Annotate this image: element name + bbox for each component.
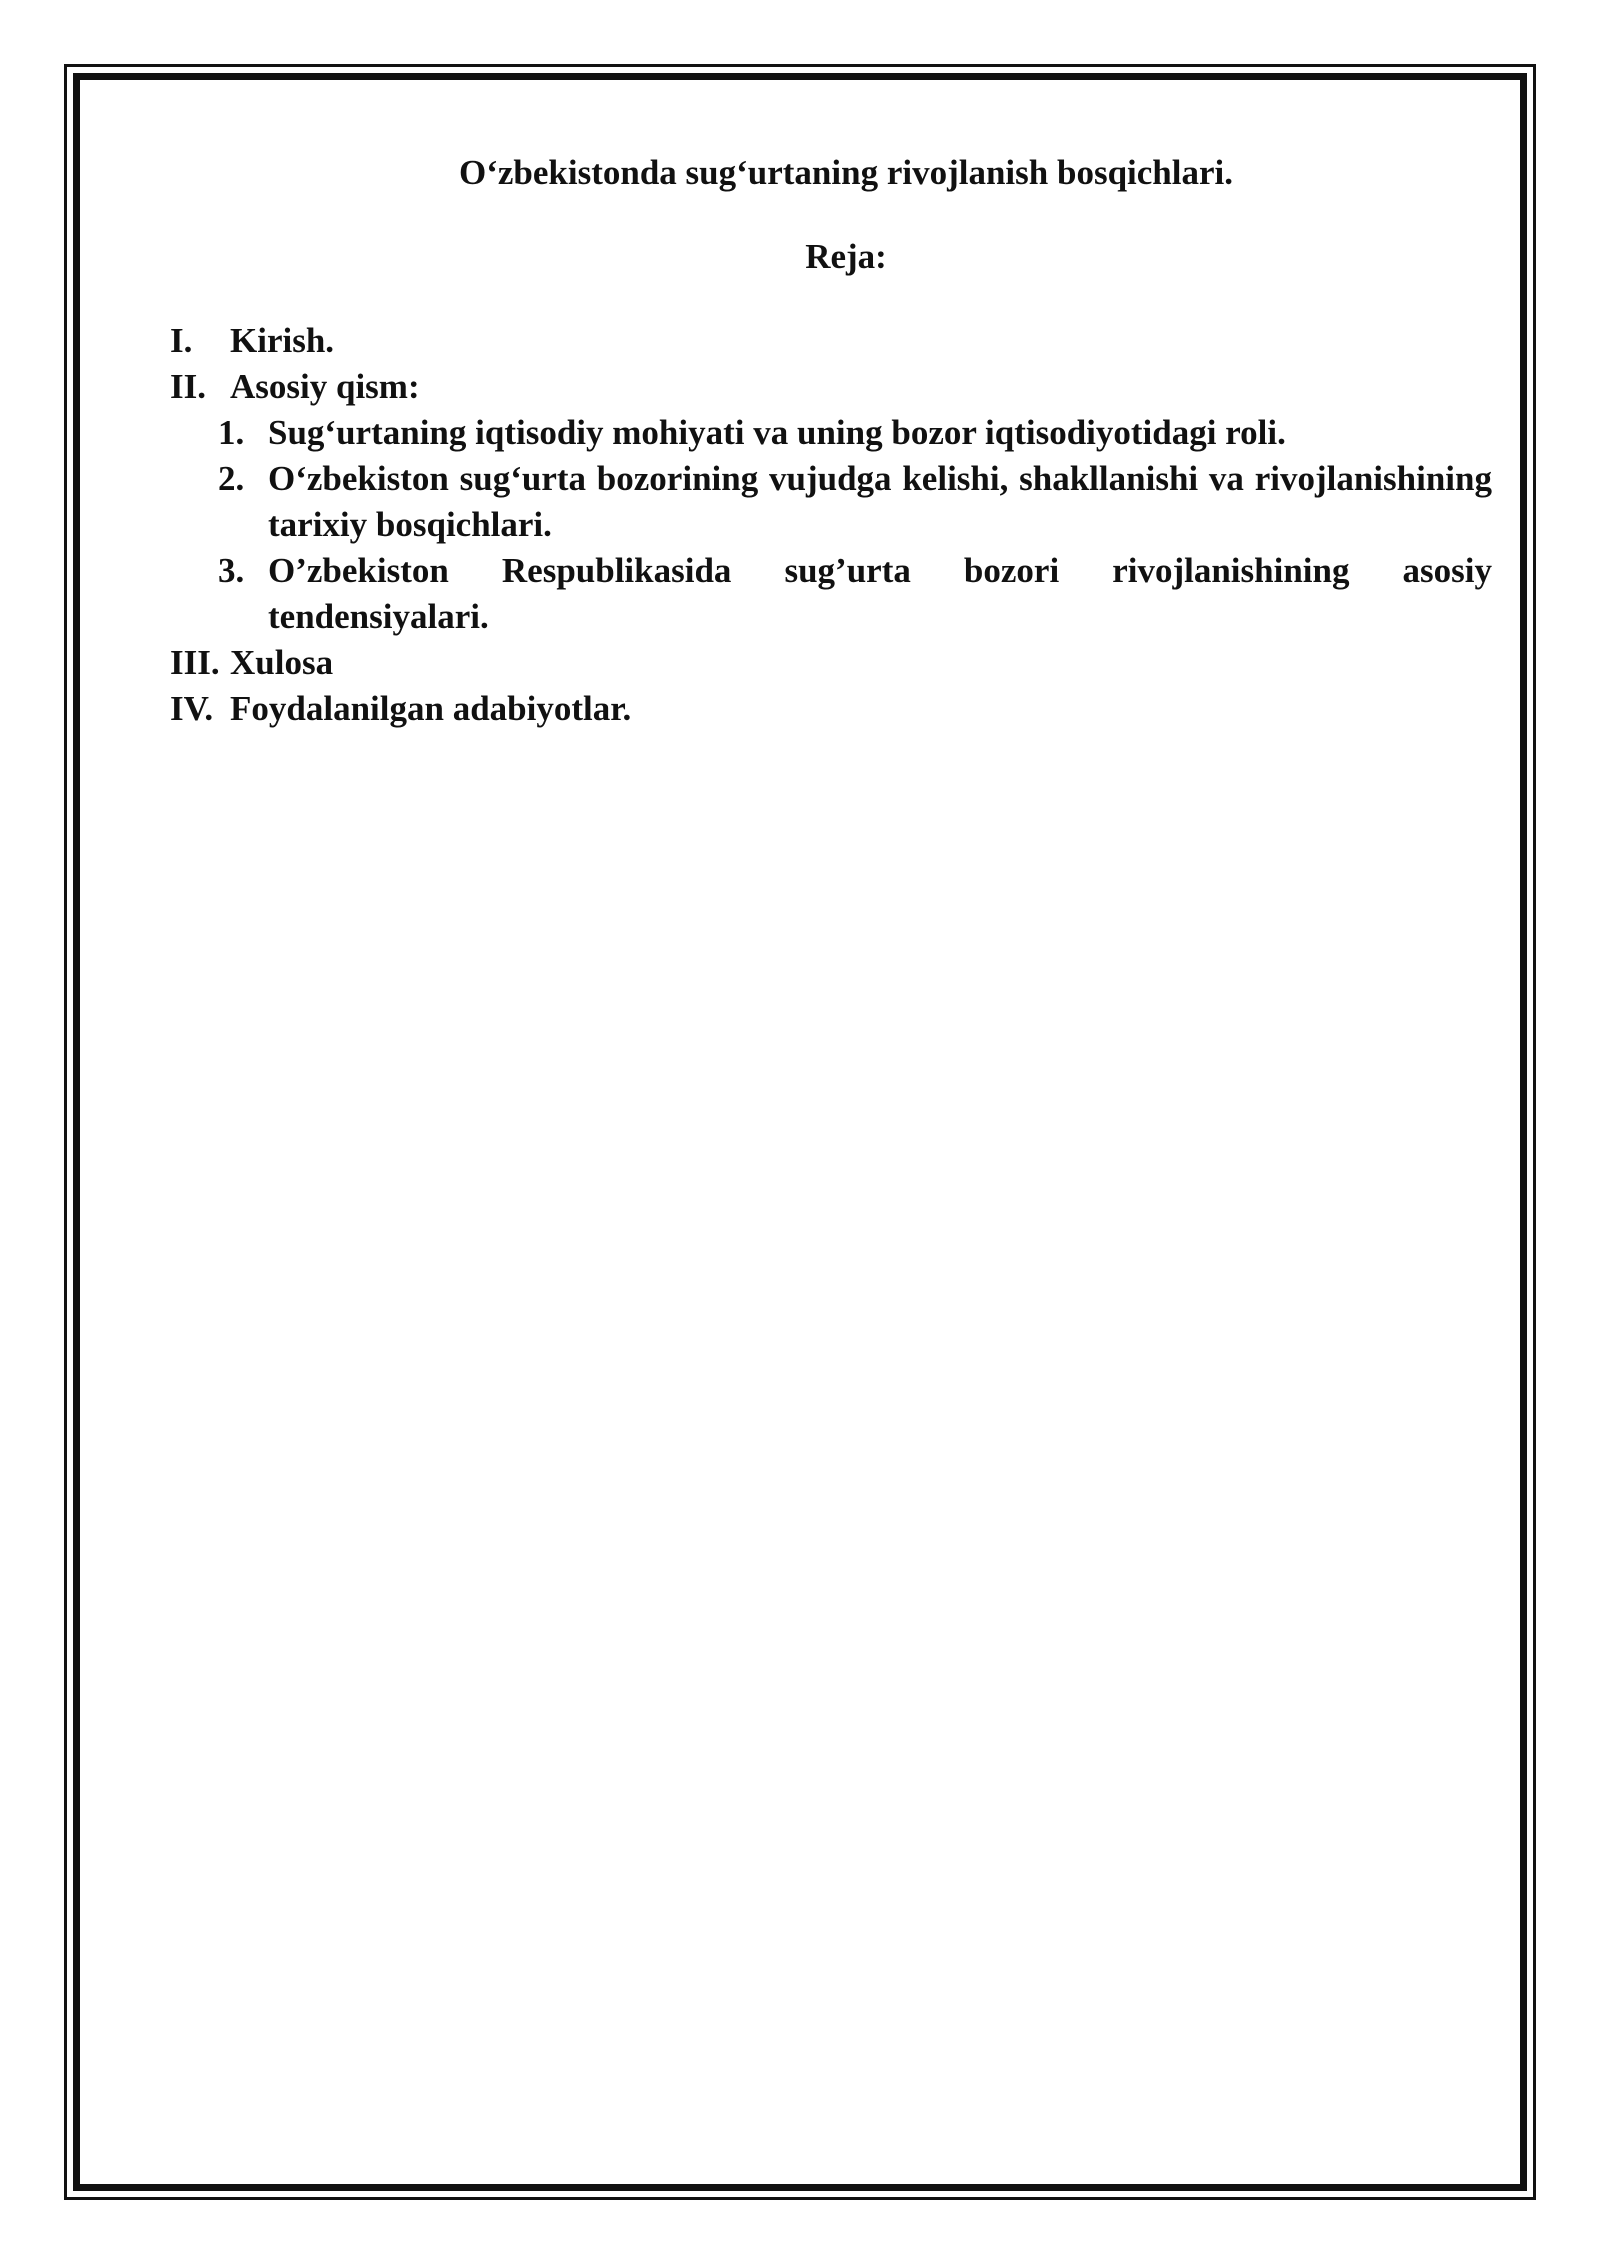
plan-subitem-2 (170, 456, 1492, 548)
plan-item-number: IV. (170, 689, 214, 728)
document-title: O‘zbekistonda sug‘urtaning rivojlanish bosqichlari. (458, 153, 1234, 192)
plan-subitem-number: 2. (218, 459, 245, 498)
plan-list (170, 318, 1492, 732)
plan-item-number: II. (170, 367, 206, 406)
plan-item-text: Foydalanilgan adabiyotlar. (230, 689, 632, 728)
plan-sub-list (170, 410, 1492, 640)
plan-heading: Reja: (805, 237, 887, 276)
plan-item-number: III. (170, 643, 220, 682)
plan-subitem-number: 3. (218, 551, 245, 590)
plan-item-text: Asosiy qism: (230, 367, 420, 406)
plan-subitem-number: 1. (218, 413, 245, 452)
plan-item-text: Kirish. (230, 321, 335, 360)
plan-item-text: Xulosa (230, 643, 334, 682)
plan-item-introduction (170, 318, 1492, 364)
plan-subitem-text: O‘zbekiston sug‘urta bozorining vujudga kelishi, shakllanishi va rivojlanishining tarixiy bosqichlari. (268, 459, 1492, 544)
plan-subitem-text: O’zbekiston Respublikasida sug’urta bozori rivojlanishining asosiy tendensiyalari. (268, 551, 1492, 636)
document-content (170, 150, 1492, 732)
plan-item-number: I. (170, 321, 193, 360)
plan-subitem-3 (170, 548, 1492, 640)
plan-item-references (170, 686, 1492, 732)
plan-item-main-part (170, 364, 1492, 410)
plan-item-conclusion (170, 640, 1492, 686)
plan-subitem-text: Sug‘urtaning iqtisodiy mohiyati va uning bozor iqtisodiyotidagi roli. (268, 413, 1286, 452)
plan-subitem-1 (170, 410, 1492, 456)
